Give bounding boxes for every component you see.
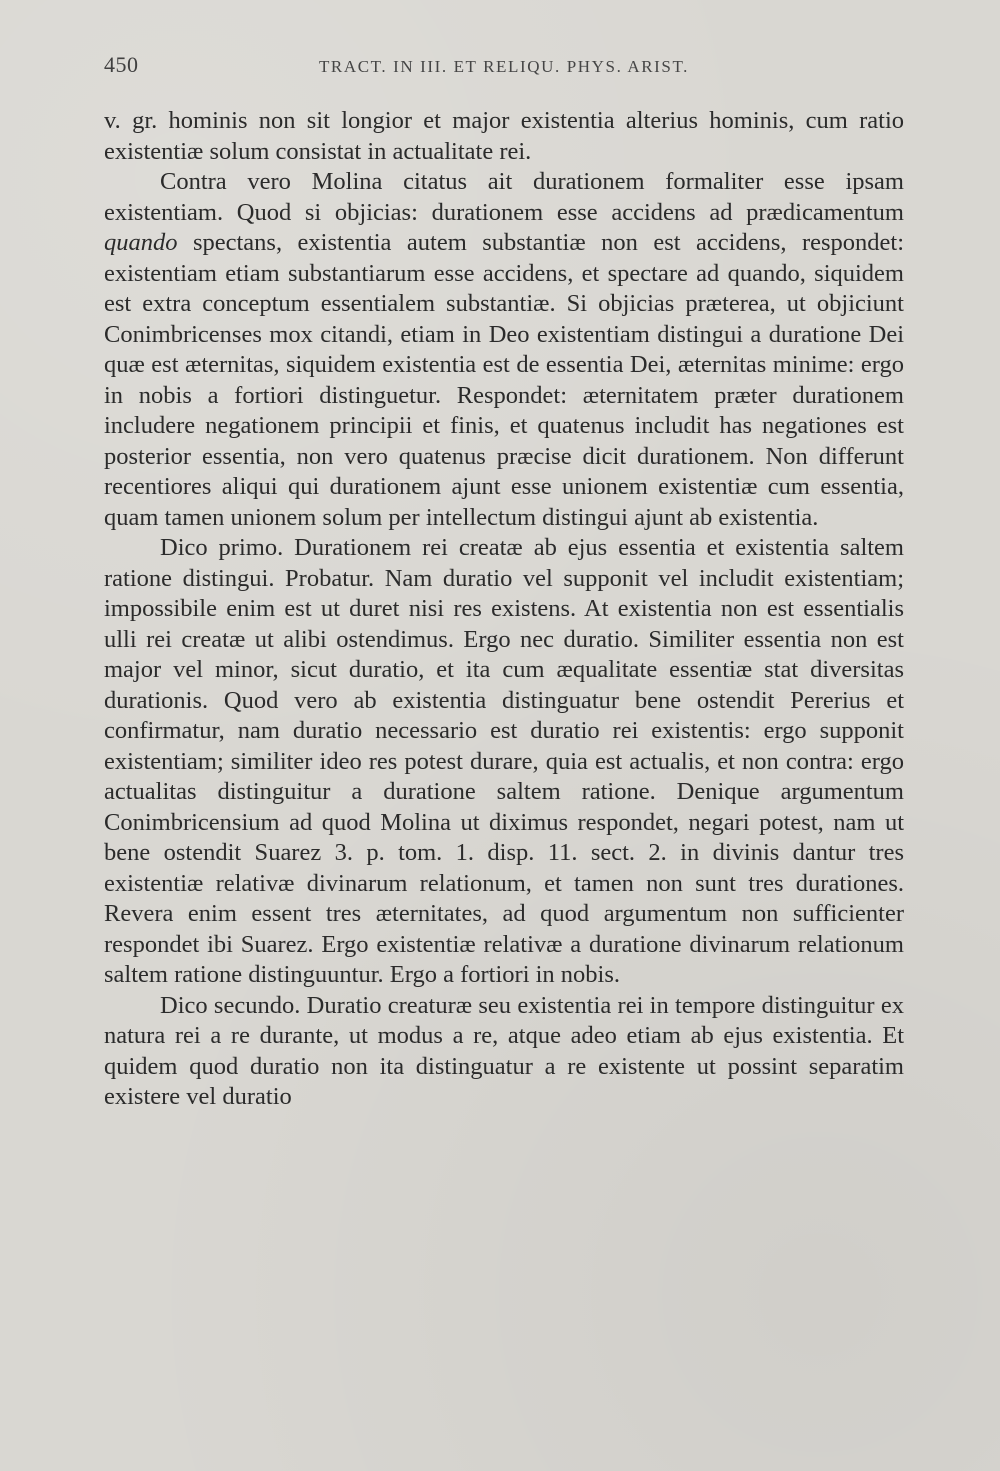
running-head: TRACT. IN III. ET RELIQU. PHYS. ARIST.: [318, 57, 690, 76]
paragraph-continuation: v. gr. hominis non sit longior et major existentia alterius hominis, cum ratio existentiæ solum consistat in actualitate rei.: [104, 107, 904, 165]
paragraph-dico-primo: Dico primo. Durationem rei creatæ ab ejus essentia et existentia saltem ratione distingui. Probatur. Nam duratio vel supponit vel includit existentiam; impossibile enim est ut duret nisi res existens. At existentia non est essentialis ulli rei creatæ ut alibi ostendimus. Ergo nec duratio. Similiter essentia non est major vel minor, sicut duratio, et ita cum æqualitate essentiæ stat diversitas durationis. Quod vero ab existentia distinguatur bene ostendit Pererius et confirmatur, nam duratio necessario est duratio rei existentis: ergo supponit existentiam; similiter ideo res potest durare, quia est actualis, et non contra: ergo actualitas distinguitur a duratione saltem ratione. Denique argumentum Conimbricensium ad quod Molina ut diximus respondet, negari potest, nam ut bene ostendit Suarez 3. p. tom. 1. disp. 11. sect. 2. in divinis dantur tres existentiæ relativæ divinarum relationum, et tamen non sunt tres durationes. Revera enim essent tres æternitates, ad quod argumentum non sufficienter respondet ibi Suarez. Ergo existentiæ relativæ a duratione divinarum relationum saltem ratione distinguuntur. Ergo a fortiori in nobis.: [104, 534, 904, 988]
paragraph-molina: [104, 167, 904, 533]
paragraph-text: spectans, existentia autem substantiæ non est accidens, respondet: existentiam etiam substantiarum esse accidens, et spectare ad quando, siquidem est extra conceptum essentialem substantiæ. Si objicias præterea, ut objiciunt Conimbricenses mox citandi, etiam in Deo existentiam distingui a duratione Dei quæ est æternitas, siquidem existentia est de essentia Dei, æternitas minime: ergo in nobis a fortiori distinguetur. Respondet: æternitatem præter durationem includere negationem principii et finis, et quatenus includit has negationes est posterior essentia, non vero quatenus præcise dicit durationem. Non differunt recentiores aliqui qui durationem ajunt esse unionem existentiæ cum essentia, quam tamen unionem solum per intellectum distingui ajunt ab existentia.: [104, 229, 904, 531]
paragraph-text: Contra vero Molina citatus ait durationem formaliter esse ipsam existentiam. Quod si objicias: durationem esse accidens ad prædicamentum: [104, 168, 904, 226]
italic-term: quando: [104, 229, 178, 256]
page-header: [104, 52, 904, 92]
main-text: [104, 106, 904, 1113]
page-number: 450: [104, 52, 139, 77]
paragraph-dico-secundo: Dico secundo. Duratio creaturæ seu existentia rei in tempore distinguitur ex natura rei a re durante, ut modus a re, atque adeo etiam ab ejus existentia. Et quidem quod duratio non ita distinguatur a re existente ut possint separatim existere vel duratio: [104, 991, 904, 1110]
